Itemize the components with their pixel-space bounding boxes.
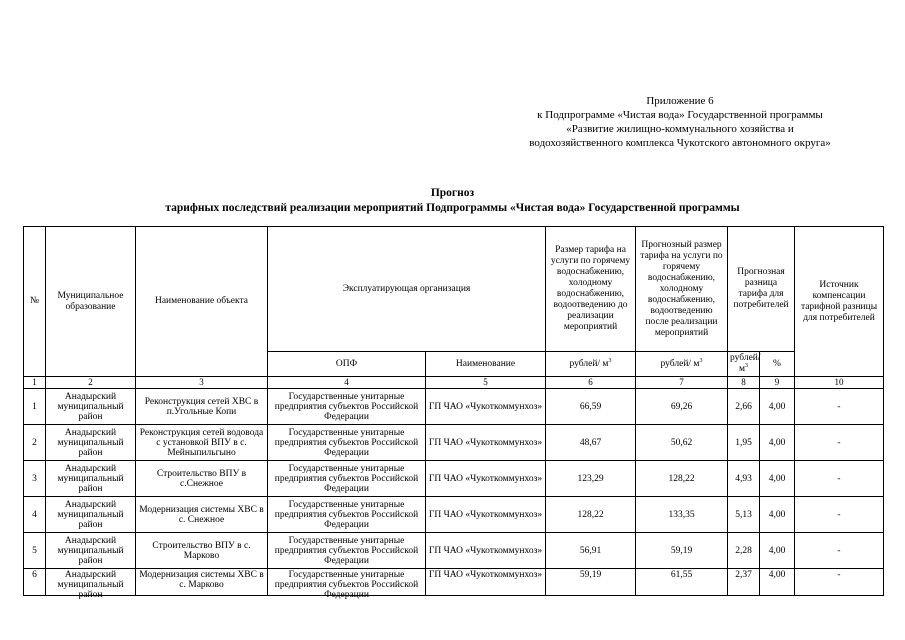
annex-line-3: «Развитие жилищно-коммунального хозяйства и	[566, 123, 794, 135]
row-number	[24, 461, 46, 497]
row-opf	[268, 569, 426, 600]
row-opf-text: Государственные унитарные предприятия субъектов Российской Федерации	[274, 427, 419, 458]
row-organization-text: ГП ЧАО «Чукоткоммунхоз»	[428, 545, 543, 556]
header-object: Наименование объекта	[136, 227, 268, 377]
header-row-main	[24, 227, 884, 352]
table-row	[24, 569, 884, 596]
row-tariff-before-text: 56,91	[579, 545, 602, 556]
row-source-text: -	[837, 473, 841, 484]
row-difference-text: 4,93	[735, 473, 752, 484]
row-tariff-after-text: 69,26	[670, 401, 693, 412]
row-municipality	[46, 569, 136, 600]
annex-line-2: к Подпрограмме «Чистая вода» Государственной программы	[537, 109, 823, 121]
row-municipality	[46, 533, 136, 569]
row-difference	[728, 533, 760, 569]
row-municipality-text: Анадырский муниципальный район	[57, 570, 124, 600]
row-tariff-after	[636, 389, 728, 425]
row-object	[136, 461, 268, 497]
row-source-text: -	[837, 545, 841, 556]
unit-text: рублей/ м	[660, 358, 700, 369]
header-operator: Эксплуатирующая организация	[268, 227, 546, 352]
row-tariff-after	[636, 533, 728, 569]
row-municipality-text: Анадырский муниципальный район	[57, 499, 124, 530]
row-tariff-after-text: 59,19	[670, 545, 693, 556]
row-source	[795, 461, 884, 497]
row-municipality	[46, 425, 136, 461]
header-source: Источник компенсации тарифной разницы для потребителей	[795, 227, 884, 377]
table-row	[24, 533, 884, 569]
row-tariff-before-text: 59,19	[579, 570, 602, 580]
header-unit-after	[636, 352, 728, 377]
row-percent-text: 4,00	[768, 437, 786, 448]
row-tariff-before	[546, 425, 636, 461]
col-number: 1	[24, 377, 46, 389]
row-object-text: Строительство ВПУ в с.Снежное	[156, 468, 247, 489]
unit-sup: 3	[608, 357, 612, 364]
row-opf-text: Государственные унитарные предприятия субъектов Российской Федерации	[274, 570, 419, 600]
col-number: 7	[636, 377, 728, 389]
row-number	[24, 389, 46, 425]
row-tariff-after	[636, 425, 728, 461]
annex-header	[500, 94, 860, 150]
row-municipality-text: Анадырский муниципальный район	[57, 391, 124, 422]
header-percent: %	[760, 352, 795, 377]
row-object-text: Модернизация системы ХВС в с. Марково	[139, 570, 264, 590]
row-object-text: Реконструкция сетей ХВС в п.Угольные Копи	[144, 396, 259, 417]
header-row-numbers	[24, 377, 884, 389]
row-opf	[268, 533, 426, 569]
row-tariff-before-text: 123,29	[577, 473, 604, 484]
row-opf	[268, 461, 426, 497]
title-line-1: Прогноз	[430, 187, 475, 199]
row-opf-text: Государственные унитарные предприятия субъектов Российской Федерации	[274, 499, 419, 530]
row-source	[795, 497, 884, 533]
row-number-text: 5	[32, 545, 37, 556]
row-tariff-after	[636, 569, 728, 596]
col-number: 4	[268, 377, 426, 389]
row-percent	[760, 569, 795, 596]
row-number-text: 2	[32, 437, 37, 448]
row-opf	[268, 389, 426, 425]
row-tariff-after-text: 128,22	[668, 473, 695, 484]
row-organization	[426, 497, 546, 533]
row-tariff-after-text: 50,62	[670, 437, 693, 448]
row-percent	[760, 425, 795, 461]
unit-text: рублей/ м	[569, 358, 609, 369]
row-difference	[728, 569, 760, 596]
row-source	[795, 533, 884, 569]
row-organization	[426, 569, 546, 596]
row-organization-text: ГП ЧАО «Чукоткоммунхоз»	[428, 509, 543, 520]
row-organization-text: ГП ЧАО «Чукоткоммунхоз»	[428, 570, 543, 580]
row-percent	[760, 533, 795, 569]
row-municipality-text: Анадырский муниципальный район	[57, 427, 124, 458]
row-object	[136, 425, 268, 461]
row-source-text: -	[837, 437, 841, 448]
row-organization	[426, 461, 546, 497]
header-tariff-after: Прогнозный размер тарифа на услуги по горячему водоснабжению, холодному водоснабжению, водоотведению после реализации мероприятий	[636, 227, 728, 352]
header-name: Наименование	[426, 352, 546, 377]
row-source	[795, 425, 884, 461]
row-percent-text: 4,00	[768, 570, 786, 580]
row-municipality-text: Анадырский муниципальный район	[57, 463, 124, 494]
row-percent-text: 4,00	[768, 545, 786, 556]
col-number: 10	[795, 377, 884, 389]
table-row	[24, 461, 884, 497]
header-tariff-before: Размер тарифа на услуги по горячему водоснабжению, холодному водоснабжению, водоотведению до реализации мероприятий	[546, 227, 636, 352]
row-object-text: Реконструкция сетей водовода с установкой ВПУ в с. Мейныпильгыно	[139, 427, 264, 458]
table-row	[24, 389, 884, 425]
row-object-text: Модернизация системы ХВС в с. Снежное	[139, 504, 264, 525]
row-tariff-before-text: 48,67	[579, 437, 602, 448]
row-difference	[728, 389, 760, 425]
row-opf	[268, 425, 426, 461]
col-number: 8	[728, 377, 760, 389]
unit-sup: 3	[699, 357, 703, 364]
col-number: 2	[46, 377, 136, 389]
annex-line-1: Приложение 6	[646, 95, 714, 107]
row-opf-text: Государственные унитарные предприятия субъектов Российской Федерации	[274, 535, 419, 566]
row-organization-text: ГП ЧАО «Чукоткоммунхоз»	[428, 401, 543, 412]
tariff-forecast-table	[23, 226, 884, 600]
row-organization	[426, 389, 546, 425]
col-number: 9	[760, 377, 795, 389]
col-number: 5	[426, 377, 546, 389]
header-num: №	[24, 227, 46, 377]
col-number: 6	[546, 377, 636, 389]
row-object	[136, 497, 268, 533]
row-number	[24, 425, 46, 461]
row-municipality	[46, 461, 136, 497]
row-number	[24, 497, 46, 533]
row-source-text: -	[837, 509, 841, 520]
header-unit-diff	[728, 352, 760, 377]
row-percent	[760, 497, 795, 533]
title-line-2: тарифных последствий реализации мероприятий Подпрограммы «Чистая вода» Государственной программы	[165, 202, 740, 214]
row-tariff-before-text: 128,22	[577, 509, 604, 520]
row-source	[795, 389, 884, 425]
row-number-text: 3	[32, 473, 37, 484]
row-tariff-before	[546, 497, 636, 533]
row-organization-text: ГП ЧАО «Чукоткоммунхоз»	[428, 473, 543, 484]
row-percent-text: 4,00	[768, 473, 786, 484]
row-tariff-before	[546, 569, 636, 596]
row-object	[136, 569, 268, 596]
unit-sup: 3	[745, 362, 748, 369]
row-number-text: 6	[32, 570, 37, 580]
row-opf-text: Государственные унитарные предприятия субъектов Российской Федерации	[274, 463, 419, 494]
row-tariff-after-text: 133,35	[668, 509, 695, 520]
row-source-text: -	[837, 401, 841, 412]
row-tariff-after	[636, 497, 728, 533]
row-source-text: -	[837, 570, 841, 580]
row-difference-text: 2,28	[735, 545, 752, 556]
header-unit-before	[546, 352, 636, 377]
table-row	[24, 425, 884, 461]
row-percent-text: 4,00	[768, 401, 786, 412]
row-opf	[268, 497, 426, 533]
row-difference	[728, 461, 760, 497]
row-percent	[760, 389, 795, 425]
row-object	[136, 533, 268, 569]
row-tariff-after	[636, 461, 728, 497]
row-tariff-before	[546, 389, 636, 425]
row-percent-text: 4,00	[768, 509, 786, 520]
row-object-text: Строительство ВПУ в с. Марково	[152, 540, 251, 561]
row-number-text: 4	[32, 509, 37, 520]
row-organization	[426, 425, 546, 461]
row-difference-text: 2,66	[735, 401, 752, 412]
row-difference-text: 2,37	[735, 570, 752, 580]
row-tariff-after-text: 61,55	[670, 570, 693, 580]
header-municipality: Муниципальное образование	[46, 227, 136, 377]
document-title	[0, 186, 905, 216]
header-difference: Прогнозная разница тарифа для потребителей	[728, 227, 795, 352]
row-difference	[728, 497, 760, 533]
row-number-text: 1	[32, 401, 37, 412]
row-municipality-text: Анадырский муниципальный район	[57, 535, 124, 566]
row-difference-text: 1,95	[735, 437, 752, 448]
unit-text: рублей/ м	[730, 353, 761, 374]
row-tariff-before	[546, 533, 636, 569]
annex-line-4: водохозяйственного комплекса Чукотского автономного округа»	[529, 137, 831, 149]
header-opf: ОПФ	[268, 352, 426, 377]
row-municipality	[46, 497, 136, 533]
row-difference-text: 5,13	[735, 509, 752, 520]
row-number	[24, 569, 46, 596]
row-tariff-before	[546, 461, 636, 497]
row-organization-text: ГП ЧАО «Чукоткоммунхоз»	[428, 437, 543, 448]
row-difference	[728, 425, 760, 461]
table-row	[24, 497, 884, 533]
row-organization	[426, 533, 546, 569]
row-number	[24, 533, 46, 569]
row-municipality	[46, 389, 136, 425]
row-tariff-before-text: 66,59	[579, 401, 602, 412]
row-percent	[760, 461, 795, 497]
col-number: 3	[136, 377, 268, 389]
row-opf-text: Государственные унитарные предприятия субъектов Российской Федерации	[274, 391, 419, 422]
row-source	[795, 569, 884, 596]
row-object	[136, 389, 268, 425]
